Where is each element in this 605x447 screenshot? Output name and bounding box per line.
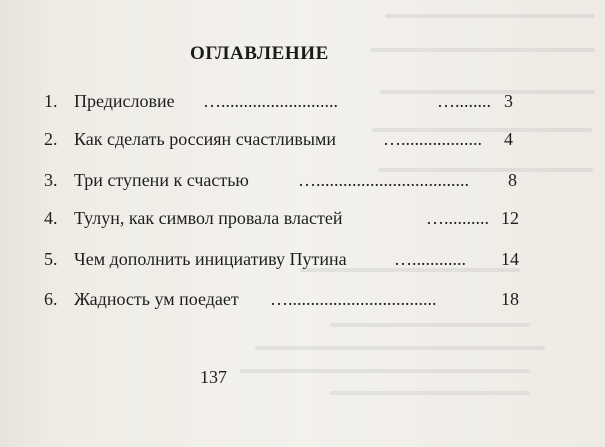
toc-entry-number: 5. — [44, 249, 58, 269]
toc-entry — [44, 126, 574, 152]
bleed-through-line — [385, 14, 595, 18]
toc-entry — [44, 88, 574, 114]
bleed-through-line — [370, 48, 595, 52]
toc-entry-leader: …................................. — [270, 289, 437, 309]
page-number: 137 — [200, 367, 227, 387]
toc-entry-page: 8 — [508, 170, 517, 190]
toc-entry-leader: …........ — [437, 91, 491, 111]
toc-entry — [44, 205, 574, 231]
toc-entry-title: Тулун, как символ провала властей — [74, 208, 343, 228]
toc-entry — [44, 167, 574, 193]
toc-entry-leader: ….................. — [383, 129, 482, 149]
toc-entry-page: 4 — [504, 129, 513, 149]
toc-entry-title: Чем дополнить инициативу Путина — [74, 249, 347, 269]
toc-entry-leader: ….................................. — [298, 170, 469, 190]
toc-entry-page: 3 — [504, 91, 513, 111]
toc-entry-title: Жадность ум поедает — [74, 289, 239, 309]
toc-entry-number: 4. — [44, 208, 58, 228]
toc-entry-number: 6. — [44, 289, 58, 309]
toc-entry-title: Предисловие — [74, 91, 175, 111]
bleed-through-line — [240, 369, 530, 373]
toc-entry-leader: …............ — [394, 249, 466, 269]
toc-entry-page: 12 — [501, 208, 519, 228]
bleed-through-line — [330, 391, 530, 395]
toc-title: ОГЛАВЛЕНИЕ — [190, 43, 329, 64]
toc-entry — [44, 246, 574, 272]
toc-entry-title: Три ступени к счастью — [74, 170, 249, 190]
bleed-through-line — [330, 323, 530, 327]
bleed-through-line — [255, 346, 545, 350]
toc-entry-number: 1. — [44, 91, 58, 111]
toc-entry-number: 3. — [44, 170, 58, 190]
toc-entry-number: 2. — [44, 129, 58, 149]
toc-entry-leader: ….......................... — [203, 91, 338, 111]
toc-entry-leader: ….......... — [426, 208, 489, 228]
toc-entry-title: Как сделать россиян счастливыми — [74, 129, 337, 149]
toc-entry — [44, 286, 574, 312]
toc-entry-page: 14 — [501, 249, 519, 269]
toc-entry-page: 18 — [501, 289, 519, 309]
